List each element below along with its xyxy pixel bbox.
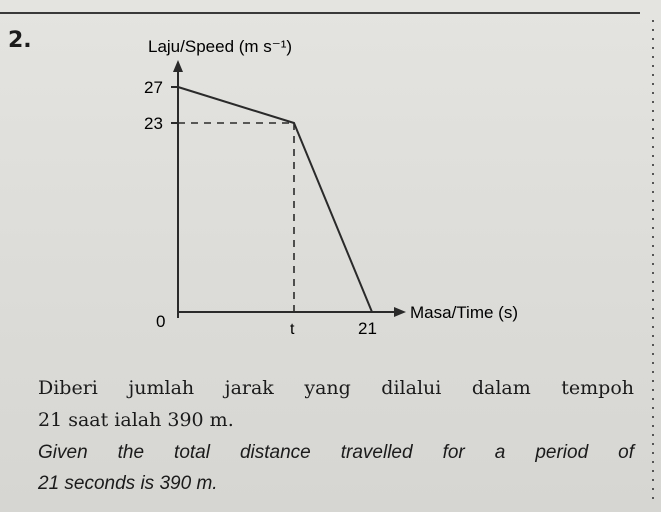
y-axis-label: Laju/Speed (m s⁻¹) bbox=[148, 37, 293, 56]
speed-line bbox=[178, 87, 372, 312]
english-line-1: Given the total distance travelled for a period of bbox=[38, 442, 634, 463]
x-tick-label-21: 21 bbox=[358, 319, 377, 338]
x-axis-label: Masa/Time (s) bbox=[410, 303, 518, 322]
english-line-2: 21 seconds is 390 m. bbox=[38, 473, 218, 494]
question-number: 2. bbox=[8, 28, 32, 53]
origin-label: 0 bbox=[156, 312, 166, 331]
question-text-malay bbox=[38, 372, 634, 436]
question-text-english bbox=[38, 437, 634, 499]
x-axis-arrow bbox=[394, 307, 406, 317]
y-tick-label-27: 27 bbox=[144, 78, 163, 97]
malay-line-2: 21 saat ialah 390 m. bbox=[38, 409, 234, 431]
y-axis-arrow bbox=[173, 60, 183, 72]
x-tick-label-t: t bbox=[290, 321, 295, 338]
malay-line-1: Diberi jumlah jarak yang dilalui dalam tempoh bbox=[38, 377, 634, 399]
y-tick-label-23: 23 bbox=[144, 114, 163, 133]
